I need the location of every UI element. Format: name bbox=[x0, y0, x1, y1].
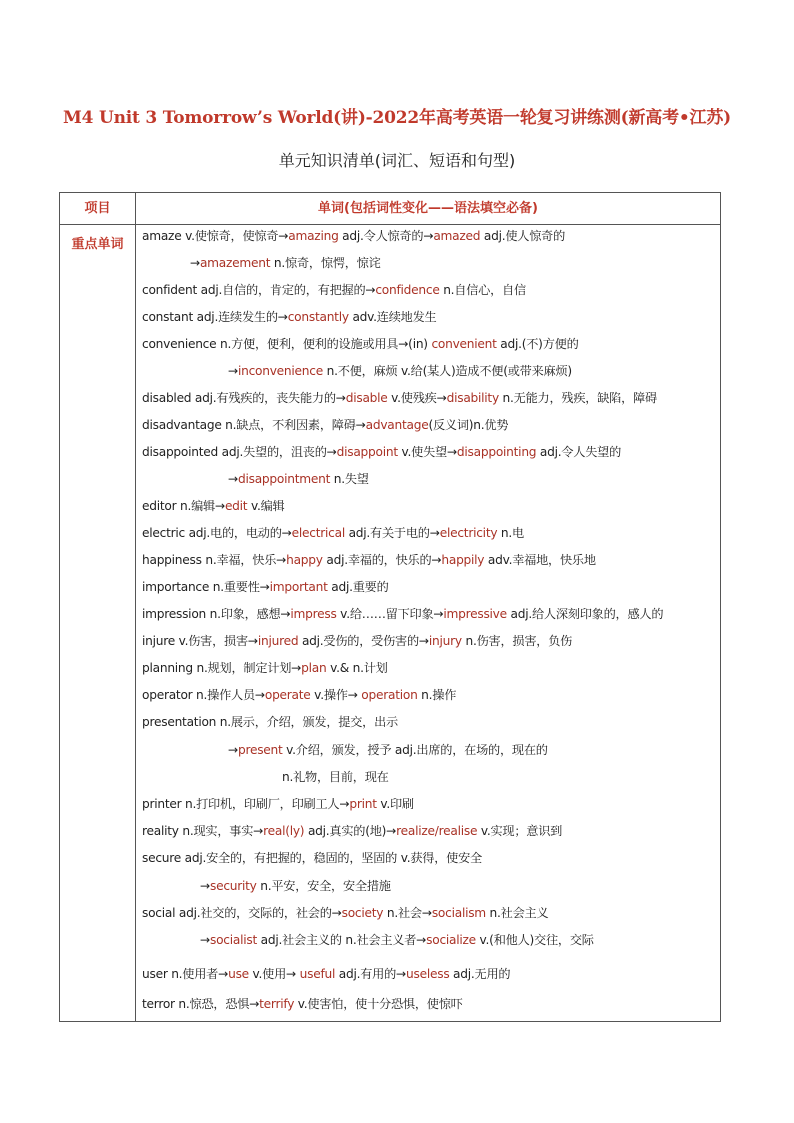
vocab-line bbox=[190, 254, 381, 271]
derived-word: injured bbox=[257, 634, 299, 648]
definition-text: → bbox=[228, 472, 238, 486]
derived-word: security bbox=[209, 879, 257, 893]
definition-text: importance n.重要性→ bbox=[142, 580, 270, 594]
derived-word: amazed bbox=[433, 229, 481, 243]
definition-text: user n.使用者→ bbox=[142, 967, 229, 981]
derived-word: use bbox=[228, 967, 249, 981]
derived-word: disappointing bbox=[456, 445, 537, 459]
definition-text: convenience n.方便，便利，便利的设施或用具→(in) bbox=[142, 337, 432, 351]
vocab-line bbox=[142, 995, 463, 1012]
vocab-line bbox=[228, 470, 369, 487]
definition-text: n.惊奇，惊愕，惊诧 bbox=[270, 256, 381, 270]
definition-text: adj.重要的 bbox=[327, 580, 389, 594]
definition-text: injure v.伤害，损害→ bbox=[142, 634, 258, 648]
derived-word: electrical bbox=[291, 526, 345, 540]
definition-text: adj.令人失望的 bbox=[536, 445, 622, 459]
vocab-line bbox=[142, 904, 548, 921]
derived-word: injury bbox=[428, 634, 462, 648]
derived-word: plan bbox=[301, 661, 327, 675]
derived-word: society bbox=[341, 906, 384, 920]
definition-text: v.使用→ bbox=[248, 967, 300, 981]
definition-text: v.(和他人)交往，交际 bbox=[475, 933, 594, 947]
definition-text: n.礼物，目前，现在 bbox=[282, 770, 389, 784]
derived-word: disability bbox=[446, 391, 499, 405]
derived-word: disable bbox=[345, 391, 388, 405]
definition-text: amaze v.使惊奇，使惊奇→ bbox=[142, 229, 289, 243]
definition-text: adj.使人惊奇的 bbox=[480, 229, 566, 243]
definition-text: n.操作 bbox=[417, 688, 457, 702]
derived-word: useless bbox=[406, 967, 450, 981]
definition-text: → bbox=[228, 743, 238, 757]
definition-text: adj.有用的→ bbox=[335, 967, 407, 981]
definition-text: constant adj.连续发生的→ bbox=[142, 310, 288, 324]
vocab-line bbox=[142, 822, 562, 839]
derived-word: operation bbox=[361, 688, 418, 702]
definition-text: v.给……留下印象→ bbox=[336, 607, 444, 621]
definition-text: n.社会→ bbox=[383, 906, 432, 920]
vocab-line bbox=[142, 686, 456, 703]
definition-text: reality n.现实，事实→ bbox=[142, 824, 264, 838]
vocab-line bbox=[200, 931, 594, 948]
vocab-line bbox=[142, 965, 510, 982]
vocab-line bbox=[142, 281, 526, 298]
derived-word: print bbox=[349, 797, 377, 811]
definition-text: n.失望 bbox=[330, 472, 369, 486]
definition-text: presentation n.展示，介绍，颁发，提交，出示 bbox=[142, 715, 398, 729]
definition-text: adj.无用的 bbox=[449, 967, 511, 981]
definition-text: adj.真实的(地)→ bbox=[304, 824, 397, 838]
definition-text: adj.幸福的，快乐的→ bbox=[322, 553, 442, 567]
definition-text: printer n.打印机，印刷厂，印刷工人→ bbox=[142, 797, 350, 811]
definition-text: v.印刷 bbox=[376, 797, 414, 811]
vocab-line bbox=[142, 659, 388, 676]
vocabulary-table bbox=[59, 192, 721, 1022]
definition-text: disabled adj.有残疾的，丧失能力的→ bbox=[142, 391, 346, 405]
definition-text: v.& n.计划 bbox=[326, 661, 388, 675]
definition-text: adj.(不)方便的 bbox=[496, 337, 579, 351]
definition-text: adj.令人惊奇的→ bbox=[338, 229, 434, 243]
definition-text: adv.连续地发生 bbox=[348, 310, 437, 324]
vocab-line bbox=[282, 768, 389, 785]
vocab-line bbox=[142, 389, 657, 406]
derived-word: impressive bbox=[443, 607, 507, 621]
definition-text: → bbox=[200, 879, 210, 893]
derived-word: disappointment bbox=[237, 472, 331, 486]
definition-text: v.使失望→ bbox=[397, 445, 457, 459]
derived-word: socialize bbox=[426, 933, 476, 947]
definition-text: n.社会主义 bbox=[485, 906, 549, 920]
vocab-line bbox=[142, 497, 284, 514]
vocab-line bbox=[200, 877, 391, 894]
derived-word: confidence bbox=[375, 283, 440, 297]
definition-text: adj.社会主义的 n.社会主义者→ bbox=[256, 933, 427, 947]
definition-text: → bbox=[228, 364, 238, 378]
definition-text: n.伤害，损害，负伤 bbox=[461, 634, 573, 648]
column-divider bbox=[135, 193, 136, 1021]
vocab-line bbox=[142, 416, 508, 433]
derived-word: terrify bbox=[259, 997, 295, 1011]
definition-text: disadvantage n.缺点，不利因素，障碍→ bbox=[142, 418, 366, 432]
vocab-line bbox=[228, 362, 572, 379]
definition-text: confident adj.自信的，肯定的，有把握的→ bbox=[142, 283, 376, 297]
row-label-key-words: 重点单词 bbox=[71, 237, 124, 252]
derived-word: amazement bbox=[199, 256, 271, 270]
derived-word: real(ly) bbox=[263, 824, 305, 838]
definition-text: secure adj.安全的，有把握的，稳固的，坚固的 v.获得，使安全 bbox=[142, 851, 482, 865]
header-divider bbox=[60, 224, 720, 225]
derived-word: useful bbox=[299, 967, 336, 981]
definition-text: v.操作→ bbox=[310, 688, 362, 702]
definition-text: adj.有关于电的→ bbox=[344, 526, 440, 540]
definition-text: happiness n.幸福，快乐→ bbox=[142, 553, 287, 567]
derived-word: realize/realise bbox=[396, 824, 478, 838]
definition-text: v.使害怕，使十分恐惧，使惊吓 bbox=[294, 997, 463, 1011]
table-header-words: 单词(包括词性变化——语法填空必备) bbox=[318, 201, 538, 216]
definition-text: operator n.操作人员→ bbox=[142, 688, 265, 702]
vocab-line bbox=[142, 578, 389, 595]
derived-word: advantage bbox=[365, 418, 429, 432]
vocab-line bbox=[142, 524, 524, 541]
document-title: M4 Unit 3 Tomorrow’s World(讲)-2022年高考英语一轮复习讲练测(新高考•江苏) bbox=[63, 108, 731, 128]
definition-text: impression n.印象，感想→ bbox=[142, 607, 291, 621]
vocab-line bbox=[142, 849, 482, 866]
derived-word: socialism bbox=[431, 906, 486, 920]
derived-word: impress bbox=[290, 607, 337, 621]
derived-word: socialist bbox=[209, 933, 257, 947]
definition-text: adj.给人深刻印象的，感人的 bbox=[506, 607, 664, 621]
definition-text: terror n.惊恐，恐惧→ bbox=[142, 997, 260, 1011]
vocab-line bbox=[142, 632, 572, 649]
derived-word: electricity bbox=[439, 526, 498, 540]
vocab-line bbox=[142, 308, 436, 325]
definition-text: social adj.社交的，交际的，社会的→ bbox=[142, 906, 342, 920]
vocab-line bbox=[142, 227, 565, 244]
definition-text: electric adj.电的，电动的→ bbox=[142, 526, 292, 540]
document-subtitle: 单元知识清单(词汇、短语和句型) bbox=[278, 151, 516, 170]
definition-text: disappointed adj.失望的，沮丧的→ bbox=[142, 445, 337, 459]
definition-text: n.平安，安全，安全措施 bbox=[256, 879, 391, 893]
definition-text: v.编辑 bbox=[247, 499, 285, 513]
table-header-item: 项目 bbox=[84, 201, 111, 216]
derived-word: constantly bbox=[287, 310, 349, 324]
definition-text: → bbox=[190, 256, 200, 270]
vocab-line bbox=[142, 605, 663, 622]
derived-word: happily bbox=[441, 553, 485, 567]
derived-word: important bbox=[269, 580, 328, 594]
definition-text: adj.受伤的，受伤害的→ bbox=[298, 634, 429, 648]
derived-word: inconvenience bbox=[237, 364, 323, 378]
definition-text: v.使残疾→ bbox=[387, 391, 447, 405]
definition-text: n.无能力，残疾，缺陷，障碍 bbox=[498, 391, 657, 405]
vocab-line bbox=[142, 713, 398, 730]
definition-text: → bbox=[200, 933, 210, 947]
definition-text: editor n.编辑→ bbox=[142, 499, 225, 513]
derived-word: happy bbox=[286, 553, 323, 567]
vocab-line bbox=[142, 795, 414, 812]
vocab-line bbox=[142, 443, 621, 460]
derived-word: operate bbox=[264, 688, 311, 702]
definition-text: adv.幸福地，快乐地 bbox=[484, 553, 596, 567]
vocab-line bbox=[228, 741, 548, 758]
definition-text: n.电 bbox=[497, 526, 524, 540]
definition-text: n.不便，麻烦 v.给(某人)造成不便(或带来麻烦) bbox=[322, 364, 572, 378]
definition-text: n.自信心，自信 bbox=[439, 283, 526, 297]
vocab-line bbox=[142, 335, 579, 352]
vocab-line bbox=[142, 551, 596, 568]
derived-word: amazing bbox=[288, 229, 339, 243]
definition-text: v.介绍，颁发，授予 adj.出席的，在场的，现在的 bbox=[282, 743, 548, 757]
definition-text: (反义词)n.优势 bbox=[428, 418, 509, 432]
derived-word: present bbox=[237, 743, 283, 757]
definition-text: v.实现；意识到 bbox=[477, 824, 563, 838]
derived-word: convenient bbox=[431, 337, 497, 351]
definition-text: planning n.规划，制定计划→ bbox=[142, 661, 302, 675]
derived-word: edit bbox=[224, 499, 248, 513]
derived-word: disappoint bbox=[336, 445, 398, 459]
